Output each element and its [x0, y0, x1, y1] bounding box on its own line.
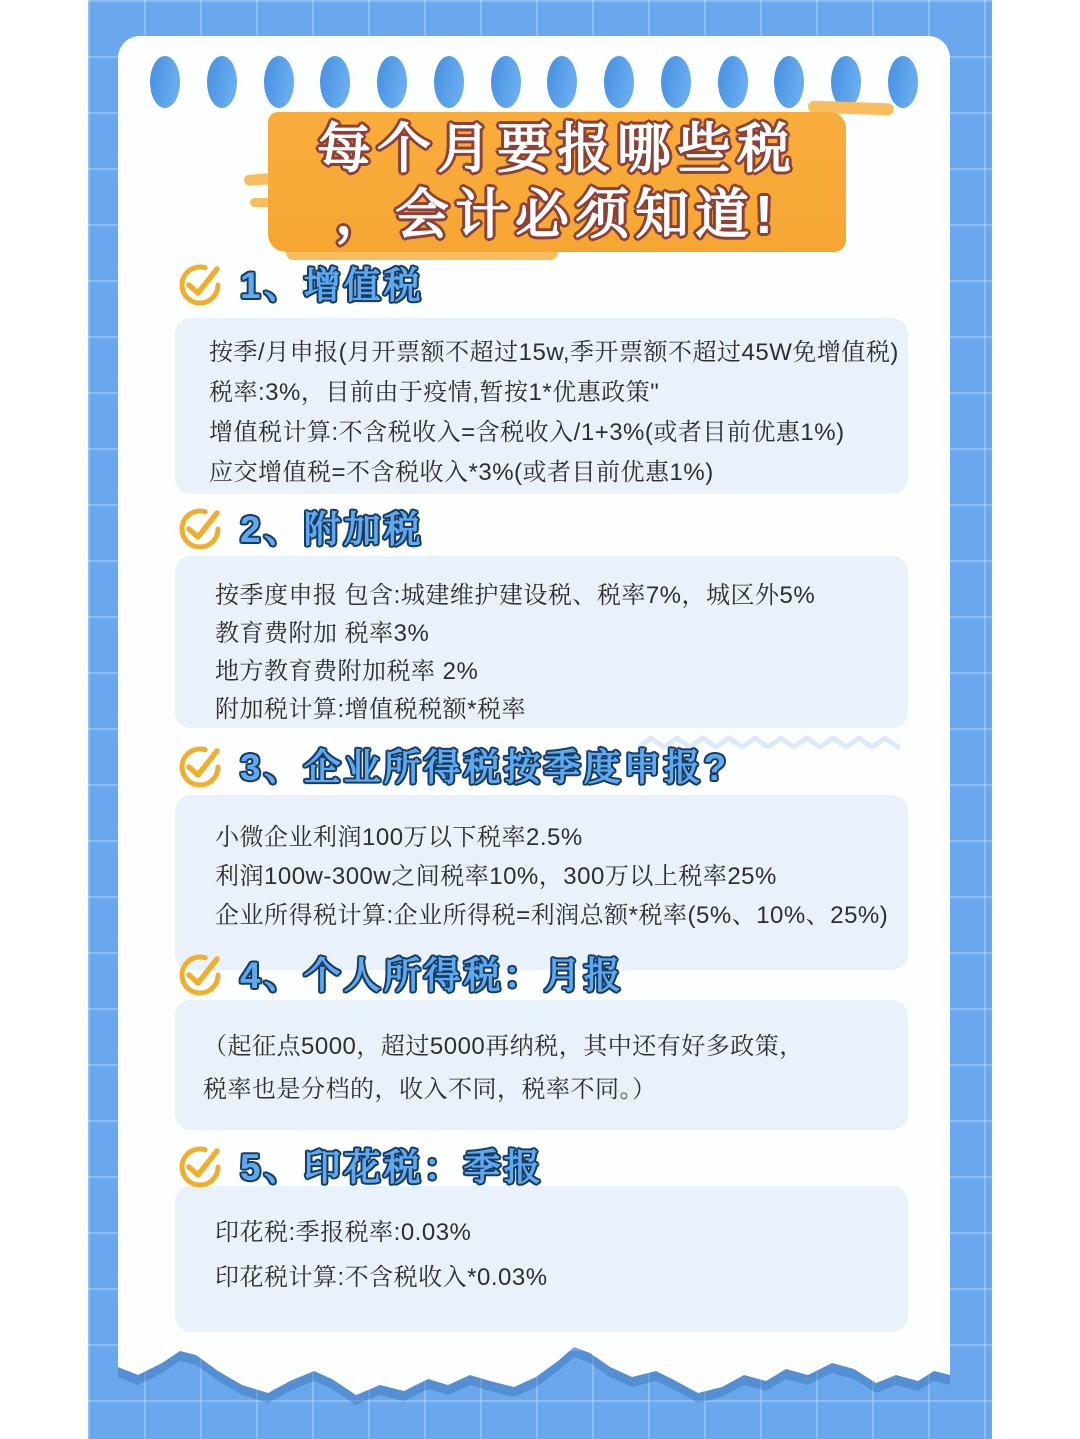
- section-4-content-box: [175, 1000, 908, 1130]
- hole-dot: [831, 56, 861, 108]
- section-2-heading-label: 2、附加税: [240, 509, 424, 550]
- text-line: 小微企业利润100万以下税率2.5%: [215, 824, 583, 851]
- section-2-content-box: [175, 556, 908, 728]
- torn-paper-edge: [118, 1341, 950, 1427]
- section-1-heading-label: 1、增值税: [240, 265, 424, 306]
- hole-dot: [547, 56, 577, 108]
- section-1-content-box: [175, 318, 908, 494]
- hole-dot: [320, 56, 350, 108]
- hole-dot: [604, 56, 634, 108]
- section-5-heading: [176, 1138, 544, 1190]
- text-line: 印花税计算:不含税收入*0.03%: [215, 1264, 548, 1291]
- check-circle-icon: [176, 740, 224, 788]
- check-circle-icon: [176, 502, 224, 550]
- page-title-line-1: 每个月要报哪些税: [317, 119, 797, 179]
- text-line: 按季/月申报(月开票额不超过15w,季开票额不超过45W免增值税): [209, 339, 899, 366]
- text-line: 利润100w-300w之间税率10%，300万以上税率25%: [215, 863, 777, 890]
- text-line: 教育费附加 税率3%: [215, 620, 430, 647]
- hole-dot: [661, 56, 691, 108]
- hole-dot: [264, 56, 294, 108]
- text-line: 附加税计算:增值税税额*税率: [215, 696, 527, 723]
- hole-dot: [718, 56, 748, 108]
- section-5-heading-label: 5、印花税：季报: [240, 1147, 544, 1188]
- text-line: 企业所得税计算:企业所得税=利润总额*税率(5%、10%、25%): [215, 902, 889, 929]
- hole-dot: [774, 56, 804, 108]
- section-3-content-box: [175, 795, 908, 970]
- text-line: 按季度申报 包含:城建维护建设税、税率7%，城区外5%: [215, 582, 816, 609]
- section-5-content-box: [175, 1186, 908, 1332]
- title-highlight: [268, 112, 846, 252]
- text-line: 印花税:季报税率:0.03%: [215, 1219, 472, 1246]
- section-4-heading-label: 4、个人所得税：月报: [240, 955, 624, 996]
- section-1-heading: [176, 256, 424, 308]
- hole-dot: [207, 56, 237, 108]
- note-paper: [118, 36, 950, 1342]
- text-line: 税率:3%，目前由于疫情,暂按1*优惠政策": [209, 379, 660, 406]
- section-4-heading: [176, 946, 624, 998]
- hole-dot: [491, 56, 521, 108]
- page-title-line-2: ，会计必须知道!: [335, 185, 779, 245]
- check-circle-icon: [176, 948, 224, 996]
- section-3-heading-label: 3、企业所得税按季度申报?: [240, 747, 730, 788]
- hole-dot: [434, 56, 464, 108]
- check-circle-icon: [176, 258, 224, 306]
- hole-dot: [888, 56, 918, 108]
- hole-dot: [377, 56, 407, 108]
- section-3-heading: [176, 738, 729, 790]
- check-circle-icon: [176, 1140, 224, 1188]
- hole-dot: [150, 56, 180, 108]
- text-line: 税率也是分档的，收入不同，税率不同。）: [203, 1076, 657, 1103]
- section-2-heading: [176, 500, 424, 552]
- text-line: 应交增值税=不含税收入*3%(或者目前优惠1%): [209, 459, 714, 486]
- text-line: 增值税计算:不含税收入=含税收入/1+3%(或者目前优惠1%): [209, 419, 845, 446]
- text-line: （起征点5000，超过5000再纳税，其中还有好多政策，: [203, 1033, 804, 1060]
- text-line: 地方教育费附加税率 2%: [215, 658, 479, 685]
